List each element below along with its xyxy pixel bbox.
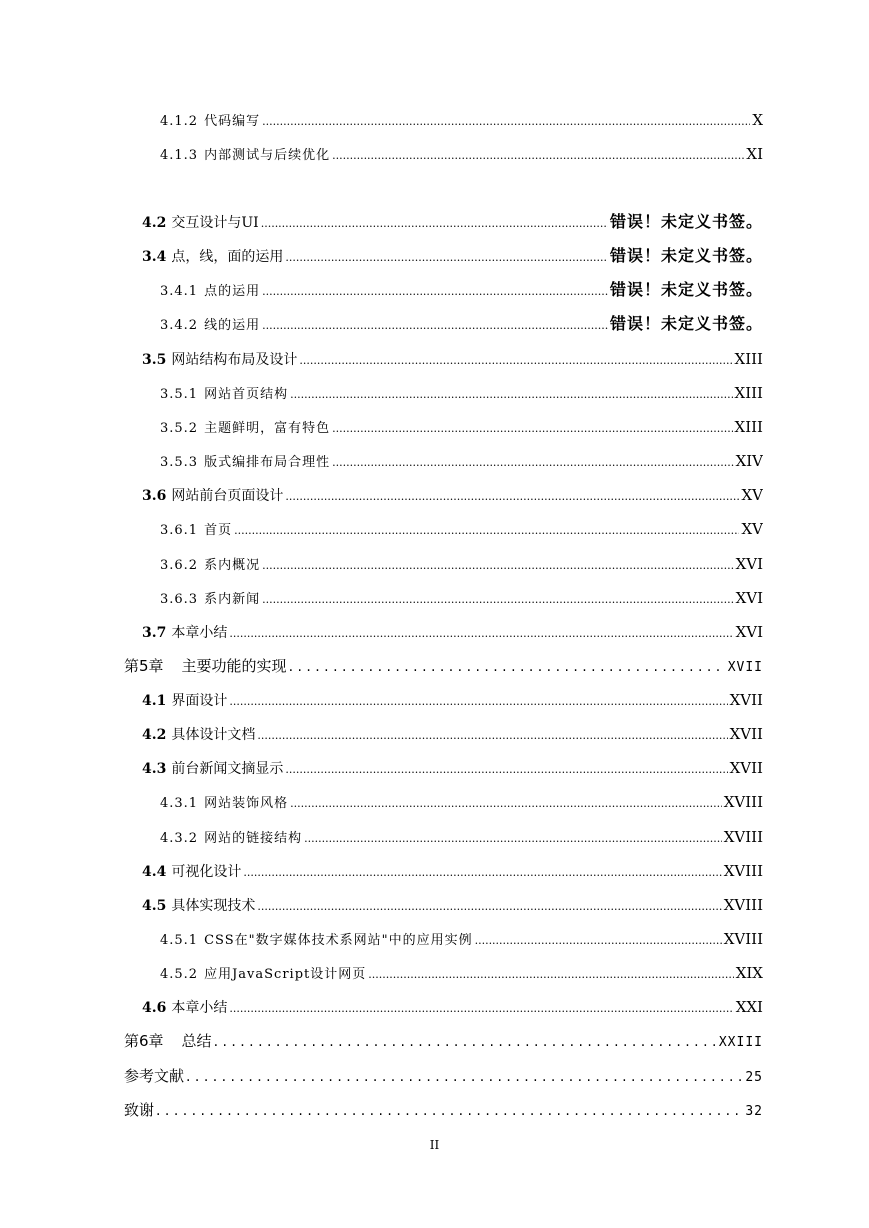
- toc-entry-title: 系内新闻: [204, 592, 261, 607]
- toc-entry-number: 4.6: [142, 1000, 167, 1016]
- toc-entry-number: 3.4: [142, 249, 167, 265]
- toc-entry-number: 4.3.2: [160, 831, 199, 846]
- dot-leader: [475, 929, 722, 951]
- toc-entry-page: XV: [741, 486, 763, 504]
- dot-leader: [304, 827, 722, 849]
- toc-entry-title: 点，线，面的运用: [171, 249, 284, 265]
- dot-leader: [332, 417, 732, 439]
- toc-entry[interactable]: [160, 142, 763, 166]
- toc-entry[interactable]: [142, 688, 763, 712]
- toc-entry-page: 25: [745, 1070, 763, 1085]
- toc-entry[interactable]: [160, 586, 763, 610]
- toc-entry-title: 网站前台页面设计: [171, 488, 284, 504]
- toc-entry[interactable]: [160, 790, 763, 814]
- toc-entry-page: XVI: [735, 623, 763, 641]
- dot-leader: [229, 621, 733, 644]
- toc-entry-number: 4.3.1: [160, 796, 199, 811]
- toc-entry-page: XVII: [729, 759, 763, 777]
- toc-entry[interactable]: [142, 347, 763, 371]
- toc-entry-number: 3.6: [142, 488, 167, 504]
- dot-leader: [285, 757, 727, 780]
- dot-leader: [156, 1098, 743, 1122]
- toc-entry-title: 本章小结: [171, 625, 228, 641]
- toc-entry-page: XVII: [727, 660, 763, 675]
- toc-entry-title: CSS在"数字媒体技术系网站"中的应用实例: [204, 933, 473, 948]
- toc-entry-page: XVIII: [723, 862, 763, 880]
- toc-entry-title: 具体设计文档: [171, 727, 256, 743]
- toc-entry[interactable]: [142, 483, 763, 507]
- toc-entry[interactable]: [142, 859, 763, 883]
- dot-leader: [257, 723, 727, 746]
- toc-entry-number: 4.1: [142, 693, 167, 709]
- dot-leader: [262, 314, 608, 336]
- toc-entry-title: 网站的链接结构: [204, 831, 303, 846]
- toc-entry-title: 主要功能的实现: [181, 657, 287, 675]
- toc-entry[interactable]: [142, 244, 763, 268]
- toc-entry-title: 总结: [181, 1032, 212, 1050]
- dot-leader: [257, 894, 721, 917]
- toc-entry-title: 网站结构布局及设计: [171, 352, 298, 368]
- toc-entry[interactable]: [160, 552, 763, 576]
- dot-leader: [186, 1064, 743, 1088]
- toc-entry-page: XVIII: [723, 930, 763, 948]
- toc-entry-title: 参考文献: [124, 1067, 185, 1085]
- toc-entry[interactable]: [160, 312, 763, 336]
- dot-leader: [299, 348, 732, 371]
- toc-entry-title: 本章小结: [171, 1000, 228, 1016]
- toc-entry-page: XI: [746, 145, 763, 163]
- dot-leader: [290, 383, 732, 405]
- toc-entry[interactable]: [142, 756, 763, 780]
- toc-entry-title: 致谢: [124, 1101, 155, 1119]
- toc-entry-page: XIV: [735, 452, 763, 470]
- toc-entry[interactable]: [160, 381, 763, 405]
- toc-entry-page: 32: [745, 1104, 763, 1119]
- toc-entry[interactable]: [160, 108, 763, 132]
- toc-entry-number: 4.5: [142, 898, 167, 914]
- toc-entry-number: 3.5.2: [160, 421, 199, 436]
- dot-leader: [285, 245, 608, 268]
- toc-entry[interactable]: [124, 1029, 763, 1053]
- toc-entry-title: 具体实现技术: [171, 898, 256, 914]
- toc-entry-number: 3.6.1: [160, 523, 199, 538]
- dot-leader: [229, 996, 733, 1019]
- toc-entry[interactable]: [124, 1064, 763, 1088]
- toc-entry-title: 首页: [204, 523, 233, 538]
- dot-leader: [243, 860, 721, 883]
- toc-entry-title: 内部测试与后续优化: [204, 148, 331, 163]
- toc-entry-bookmark-error: 错误！未定义书签。: [609, 246, 763, 265]
- dot-leader: [368, 963, 733, 985]
- dot-leader: [332, 144, 744, 166]
- toc-entry-page: XVIII: [723, 828, 763, 846]
- dot-leader: [261, 211, 608, 234]
- toc-entry[interactable]: [142, 210, 763, 234]
- toc-entry[interactable]: [160, 825, 763, 849]
- toc-entry-title: 网站装饰风格: [204, 796, 289, 811]
- toc-entry-page: XIII: [734, 418, 763, 436]
- toc-entry[interactable]: [142, 995, 763, 1019]
- toc-entry-page: X: [752, 111, 763, 129]
- toc-entry-title: 可视化设计: [171, 864, 242, 880]
- toc-entry[interactable]: [124, 1098, 763, 1122]
- toc-entry-number: 3.4.1: [160, 284, 199, 299]
- toc-entry-title: 线的运用: [204, 318, 261, 333]
- toc-entry-title: 前台新闻文摘显示: [171, 761, 284, 777]
- toc-entry[interactable]: [142, 620, 763, 644]
- toc-entry-number: 4.2: [142, 215, 167, 231]
- toc-entry-number: 3.6.2: [160, 558, 199, 573]
- toc-entry-page: XVIII: [723, 793, 763, 811]
- toc-entry-number: 3.6.3: [160, 592, 199, 607]
- toc-entry-title: 网站首页结构: [204, 387, 289, 402]
- toc-entry-number: 第6章: [124, 1032, 164, 1050]
- toc-entry-page: XVI: [735, 555, 763, 573]
- toc-entry-number: 3.5: [142, 352, 167, 368]
- toc-entry-bookmark-error: 错误！未定义书签。: [609, 212, 763, 231]
- toc-entry-number: 4.1.3: [160, 148, 199, 163]
- toc-entry-page: XXIII: [718, 1035, 763, 1050]
- toc-entry[interactable]: [160, 415, 763, 439]
- toc-entry-number: 3.7: [142, 625, 167, 641]
- dot-leader: [214, 1029, 717, 1053]
- toc-entry-page: XIII: [734, 384, 763, 402]
- toc-entry-title: 应用JavaScript设计网页: [204, 967, 367, 982]
- dot-leader: [285, 484, 739, 507]
- toc-entry-number: 4.4: [142, 864, 167, 880]
- dot-leader: [262, 588, 733, 610]
- toc-entry-title: 主题鲜明，富有特色: [204, 421, 331, 436]
- page-number: II: [429, 1138, 440, 1152]
- dot-leader: [332, 451, 733, 473]
- toc-entry-bookmark-error: 错误！未定义书签。: [609, 314, 763, 333]
- toc-entry-number: 3.5.1: [160, 387, 199, 402]
- dot-leader: [289, 654, 726, 678]
- toc-entry-number: 4.1.2: [160, 114, 199, 129]
- dot-leader: [262, 110, 750, 132]
- toc-entry-number: 第5章: [124, 657, 164, 675]
- toc-entry-title: 界面设计: [171, 693, 228, 709]
- toc-entry-title: 点的运用: [204, 284, 261, 299]
- toc-entry-title: 系内概况: [204, 558, 261, 573]
- toc-entry-page: XIII: [734, 350, 763, 368]
- toc-entry-page: XXI: [735, 998, 763, 1016]
- toc-entry-bookmark-error: 错误！未定义书签。: [609, 280, 763, 299]
- toc-entry[interactable]: [124, 654, 763, 678]
- toc-entry-title: 版式编排布局合理性: [204, 455, 331, 470]
- toc-entry-page: XVII: [729, 691, 763, 709]
- toc-entry[interactable]: [160, 449, 763, 473]
- dot-leader: [262, 554, 733, 576]
- dot-leader: [229, 689, 727, 712]
- toc-entry[interactable]: [142, 722, 763, 746]
- toc-entry[interactable]: [142, 893, 763, 917]
- toc-entry-page: XV: [741, 520, 763, 538]
- toc-entry-page: XVIII: [723, 896, 763, 914]
- toc-entry[interactable]: [160, 961, 763, 985]
- dot-leader: [234, 519, 739, 541]
- toc-entry-number: 3.4.2: [160, 318, 199, 333]
- toc-entry[interactable]: [160, 517, 763, 541]
- toc-entry-title: 代码编写: [204, 114, 261, 129]
- toc-entry[interactable]: [160, 278, 763, 302]
- toc-entry-number: 4.3: [142, 761, 167, 777]
- toc-entry-number: 3.5.3: [160, 455, 199, 470]
- toc-entry-number: 4.2: [142, 727, 167, 743]
- toc-entry-number: 4.5.1: [160, 933, 199, 948]
- toc-entry[interactable]: [160, 927, 763, 951]
- toc-entry-title: 交互设计与UI: [171, 215, 259, 231]
- toc-entry-number: 4.5.2: [160, 967, 199, 982]
- dot-leader: [262, 280, 608, 302]
- toc-entry-page: XIX: [735, 964, 763, 982]
- dot-leader: [290, 792, 722, 814]
- toc-entry-page: XVI: [735, 589, 763, 607]
- toc-entry-page: XVII: [729, 725, 763, 743]
